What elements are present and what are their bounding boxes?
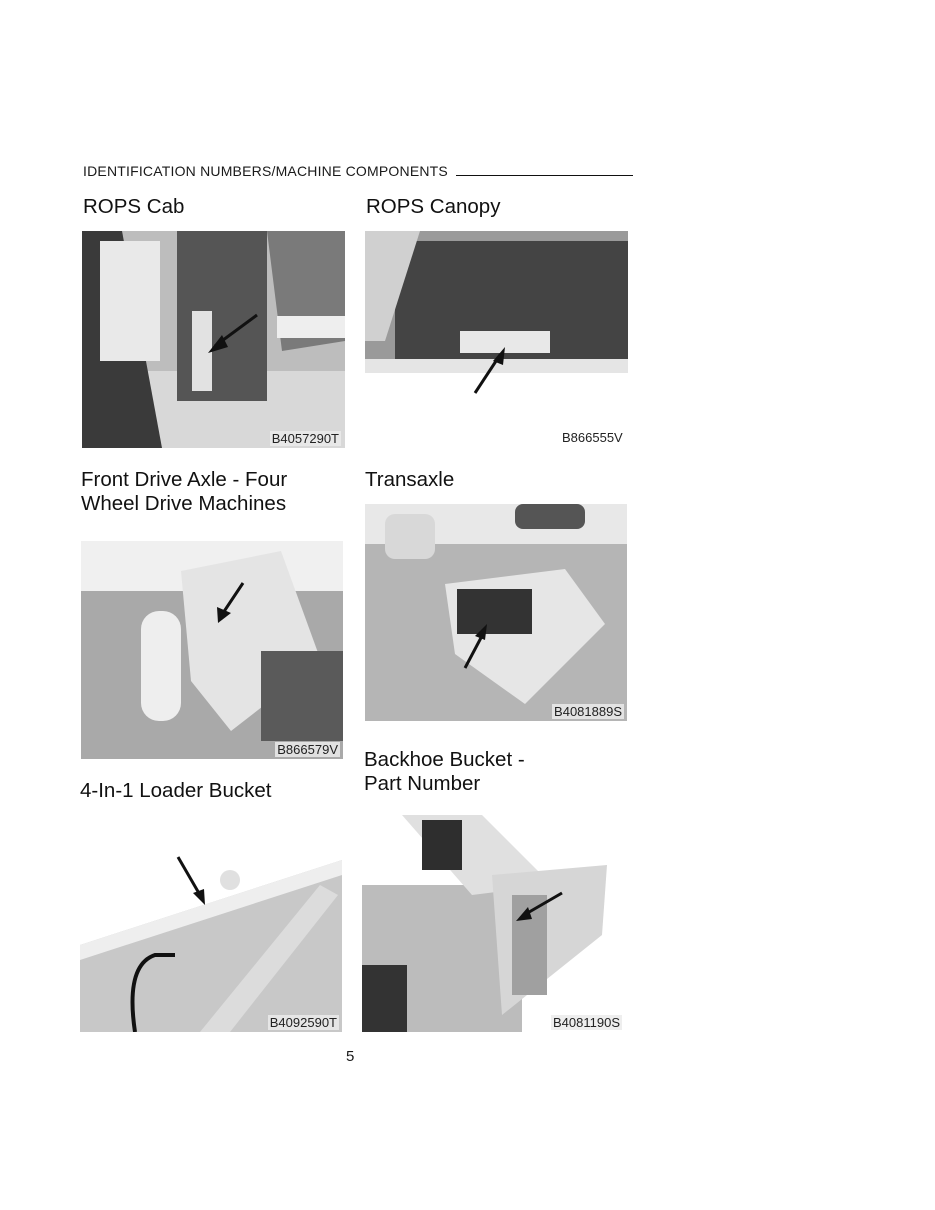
page-number: 5 xyxy=(346,1048,355,1065)
figure-code: B4081889S xyxy=(554,704,622,719)
figure-title-transaxle: Transaxle xyxy=(365,468,455,491)
front-drive-axle-illustration xyxy=(81,541,343,759)
photo-front-drive-axle xyxy=(81,541,343,759)
header-rule xyxy=(456,175,633,176)
transaxle-illustration xyxy=(365,504,627,721)
figure-code: B866579V xyxy=(277,742,338,757)
photo-loader-bucket xyxy=(80,815,342,1032)
photo-backhoe-bucket xyxy=(362,815,625,1032)
backhoe-bucket-illustration xyxy=(362,815,625,1032)
figure-title-front-drive-axle: Front Drive Axle - Four Wheel Drive Machines xyxy=(81,468,288,515)
figure-title-rops-canopy: ROPS Canopy xyxy=(366,195,501,218)
figure-title-rops-cab: ROPS Cab xyxy=(83,195,185,218)
rops-canopy-illustration xyxy=(365,231,628,395)
section-title: IDENTIFICATION NUMBERS/MACHINE COMPONENTS xyxy=(83,163,448,179)
figure-title-backhoe-bucket: Backhoe Bucket - Part Number xyxy=(364,748,525,795)
figure-code: B4081190S xyxy=(553,1015,620,1030)
photo-transaxle xyxy=(365,504,627,721)
photo-rops-cab xyxy=(82,231,345,448)
figure-title-loader-bucket: 4-In-1 Loader Bucket xyxy=(80,779,272,802)
figure-code: B4092590T xyxy=(269,1015,337,1030)
photo-rops-canopy xyxy=(365,231,628,395)
loader-bucket-illustration xyxy=(80,815,342,1032)
rops-cab-illustration xyxy=(82,231,345,448)
section-header xyxy=(83,163,633,179)
figure-code: B866555V xyxy=(562,430,623,445)
figure-code: B4057290T xyxy=(271,431,339,446)
